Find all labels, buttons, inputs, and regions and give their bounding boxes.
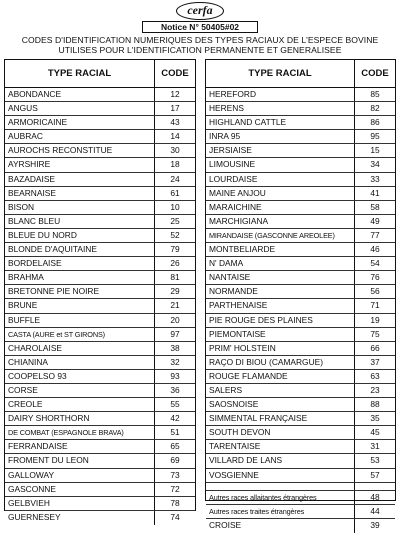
breed-name: Autres races traites étrangères [206,505,355,518]
breed-name: BISON [5,201,155,214]
breed-name: PIEMONTAISE [206,328,355,341]
breed-name: SAOSNOISE [206,398,355,411]
breed-code: 79 [170,244,180,255]
breed-table-left [4,59,196,522]
breed-name: BUFFLE [5,314,155,327]
table-row [206,505,395,519]
breed-code: 42 [170,413,180,424]
table-row [5,511,195,525]
breed-code: 48 [370,491,380,502]
breed-name: COOPELSO 93 [5,370,155,383]
breed-code: 66 [370,342,380,353]
table-row [5,144,195,158]
table-row [5,187,195,201]
breed-code: 44 [370,505,380,516]
table-row [206,299,395,313]
table-row [206,342,395,356]
table-row [206,257,395,271]
table-row [5,314,195,328]
breed-name: CHIANINA [5,356,155,369]
table-row [206,130,395,144]
table-row [5,215,195,229]
breed-code: 39 [370,519,380,530]
breed-code: 73 [170,469,180,480]
breed-code: 35 [370,413,380,424]
breed-name: HEREFORD [206,88,355,101]
table-row [5,440,195,454]
breed-name: HIGHLAND CATTLE [206,116,355,129]
breed-name: SALERS [206,384,355,397]
table-row [206,426,395,440]
column-header-type: TYPE RACIAL [5,60,155,87]
breed-code: 20 [170,314,180,325]
breed-code: 30 [170,145,180,156]
table-row [5,229,195,243]
title-line-2: UTILISES POUR L'IDENTIFICATION PERMANENTE ET GENERALISEE [58,44,342,55]
breed-table-right [205,59,396,530]
breed-code: 72 [170,483,180,494]
table-row [5,243,195,257]
breed-code: 71 [370,300,380,311]
table-row [206,314,395,328]
table-row [5,398,195,412]
breed-code: 75 [370,328,380,339]
column-header-type: TYPE RACIAL [206,60,355,87]
table-row [206,215,395,229]
breed-name: MARCHIGIANA [206,215,355,228]
breed-code: 33 [370,173,380,184]
breed-code: 45 [370,427,380,438]
cerfa-logo: cerfa [176,2,224,20]
breed-name: TARENTAISE [206,440,355,453]
empty-cell [355,483,395,490]
form-header [0,0,400,54]
table-row [206,285,395,299]
breed-name: LOURDAISE [206,173,355,186]
table-row [206,102,395,116]
table-row [206,469,395,483]
breed-name: PARTHENAISE [206,299,355,312]
breed-name: BRAHMA [5,271,155,284]
breed-name: LIMOUSINE [206,158,355,171]
breed-name: CORSE [5,384,155,397]
table-row [206,384,395,398]
breed-name: SIMMENTAL FRANÇAISE [206,412,355,425]
breed-code: 51 [170,427,180,438]
breed-name: BLEUE DU NORD [5,229,155,242]
breed-code: 82 [370,103,380,114]
table-row [5,285,195,299]
table-row [5,257,195,271]
breed-code: 85 [370,89,380,99]
breed-code: 97 [170,328,180,339]
breed-code: 41 [370,187,380,198]
breed-name: VOSGIENNE [206,469,355,482]
table-row [206,440,395,454]
breed-name: ABONDANCE [5,88,155,101]
breed-name: BEARNAISE [5,187,155,200]
table-row [206,491,395,505]
breed-name: GUERNESEY [5,511,155,525]
breed-code: 78 [170,497,180,508]
table-row [206,412,395,426]
breed-code: 88 [370,399,380,410]
breed-code: 93 [170,370,180,381]
document-title [0,36,400,55]
breed-name: RAÇO DI BIOU (CAMARGUE) [206,356,355,369]
breed-code: 14 [170,131,180,142]
breed-code: 32 [170,356,180,367]
table-row [5,158,195,172]
table-header [206,60,395,88]
breed-name: AYRSHIRE [5,158,155,171]
breed-code: 17 [170,103,180,114]
breed-name: NORMANDE [206,285,355,298]
breed-name: BLONDE D'AQUITAINE [5,243,155,256]
table-row [5,370,195,384]
empty-cell [206,483,355,490]
breed-code: 76 [370,272,380,283]
breed-name: N' DAMA [206,257,355,270]
table-row [5,201,195,215]
breed-name: Autres races allaitantes étrangères [206,491,355,504]
breed-code: 69 [170,455,180,466]
table-row [5,130,195,144]
breed-code: 57 [370,469,380,480]
breed-name: CASTA (AURE et ST GIRONS) [5,328,155,341]
table-row [206,328,395,342]
table-body [5,88,195,525]
breed-code: 23 [370,384,380,395]
table-row [5,173,195,187]
table-row [206,356,395,370]
breed-code: 63 [370,370,380,381]
breed-name: AUBRAC [5,130,155,143]
table-row [5,426,195,440]
breed-name: FERRANDAISE [5,440,155,453]
breed-code: 46 [370,244,380,255]
breed-code: 49 [370,215,380,226]
breed-name: GELBVIEH [5,497,155,510]
breed-code: 37 [370,356,380,367]
breed-code: 12 [170,89,180,99]
breed-name: JERSIAISE [206,144,355,157]
breed-name: HERENS [206,102,355,115]
table-row [5,102,195,116]
table-row [5,299,195,313]
breed-name: ANGUS [5,102,155,115]
notice-number: Notice N° 50405#02 [142,21,258,33]
breed-code: 15 [370,145,380,156]
table-row [5,454,195,468]
table-header [5,60,195,88]
breed-name: BORDELAISE [5,257,155,270]
column-header-code: CODE [161,68,189,79]
breed-name: DE COMBAT (ESPAGNOLE BRAVA) [5,426,155,439]
table-spacer-row [206,483,395,491]
table-row [206,370,395,384]
breed-name: PRIM' HOLSTEIN [206,342,355,355]
breed-name: BRETONNE PIE NOIRE [5,285,155,298]
table-row [206,398,395,412]
breed-name: FROMENT DU LEON [5,454,155,467]
breed-name: INRA 95 [206,130,355,143]
breed-name: PIE ROUGE DES PLAINES [206,314,355,327]
title-line-1: CODES D'IDENTIFICATION NUMERIQUES DES TYPES RACIAUX DE L'ESPECE BOVINE [21,35,379,45]
breed-code: 56 [370,286,380,297]
breed-name: CHAROLAISE [5,342,155,355]
breed-code: 24 [170,173,180,184]
breed-code: 31 [370,441,380,452]
table-row [206,158,395,172]
breed-code: 65 [170,441,180,452]
breed-code: 26 [170,258,180,269]
table-row [5,412,195,426]
breed-name: VILLARD DE LANS [206,454,355,467]
table-row [5,384,195,398]
breed-code: 55 [170,399,180,410]
breed-code: 19 [370,314,380,325]
breed-name: BRUNE [5,299,155,312]
breed-code: 58 [370,201,380,212]
breed-code: 52 [170,229,180,240]
table-row [5,271,195,285]
table-row [206,173,395,187]
table-row [5,88,195,102]
table-row [5,116,195,130]
breed-name: GALLOWAY [5,469,155,482]
breed-code: 61 [170,187,180,198]
breed-code: 18 [170,159,180,170]
table-row [206,243,395,257]
breed-code: 81 [170,272,180,283]
breed-code: 34 [370,159,380,170]
breed-code: 95 [370,131,380,142]
table-row [5,328,195,342]
table-row [206,271,395,285]
breed-name: SOUTH DEVON [206,426,355,439]
breed-name: ARMORICAINE [5,116,155,129]
table-row [5,342,195,356]
table-row [206,88,395,102]
breed-code: 86 [370,117,380,128]
breed-name: ROUGE FLAMANDE [206,370,355,383]
table-row [206,116,395,130]
breed-code: 21 [170,300,180,311]
table-row [206,519,395,533]
table-row [206,201,395,215]
breed-name: GASCONNE [5,483,155,496]
column-header-code: CODE [361,68,389,79]
breed-code: 38 [170,342,180,353]
breed-name: DAIRY SHORTHORN [5,412,155,425]
breed-name: AUROCHS RECONSTITUE [5,144,155,157]
table-body [206,88,395,533]
breed-name: NANTAISE [206,271,355,284]
breed-code: 74 [170,511,180,522]
breed-name: BAZADAISE [5,173,155,186]
table-row [5,469,195,483]
table-row [206,454,395,468]
breed-code: 25 [170,215,180,226]
breed-name: MAINE ANJOU [206,187,355,200]
breed-code: 36 [170,384,180,395]
table-row [206,187,395,201]
breed-code: 53 [370,455,380,466]
breed-code: 10 [170,201,180,212]
breed-code: 77 [370,229,380,240]
table-row [206,144,395,158]
table-row [5,483,195,497]
breed-name: MIRANDAISE (GASCONNE AREOLEE) [206,229,355,242]
breed-name: BLANC BLEU [5,215,155,228]
breed-name: CREOLE [5,398,155,411]
breed-code: 29 [170,286,180,297]
breed-name: CROISE [206,519,355,533]
breed-code: 54 [370,258,380,269]
breed-name: MONTBELIARDE [206,243,355,256]
breed-name: MARAICHINE [206,201,355,214]
table-row [206,229,395,243]
table-row [5,356,195,370]
breed-code: 43 [170,117,180,128]
table-row [5,497,195,511]
